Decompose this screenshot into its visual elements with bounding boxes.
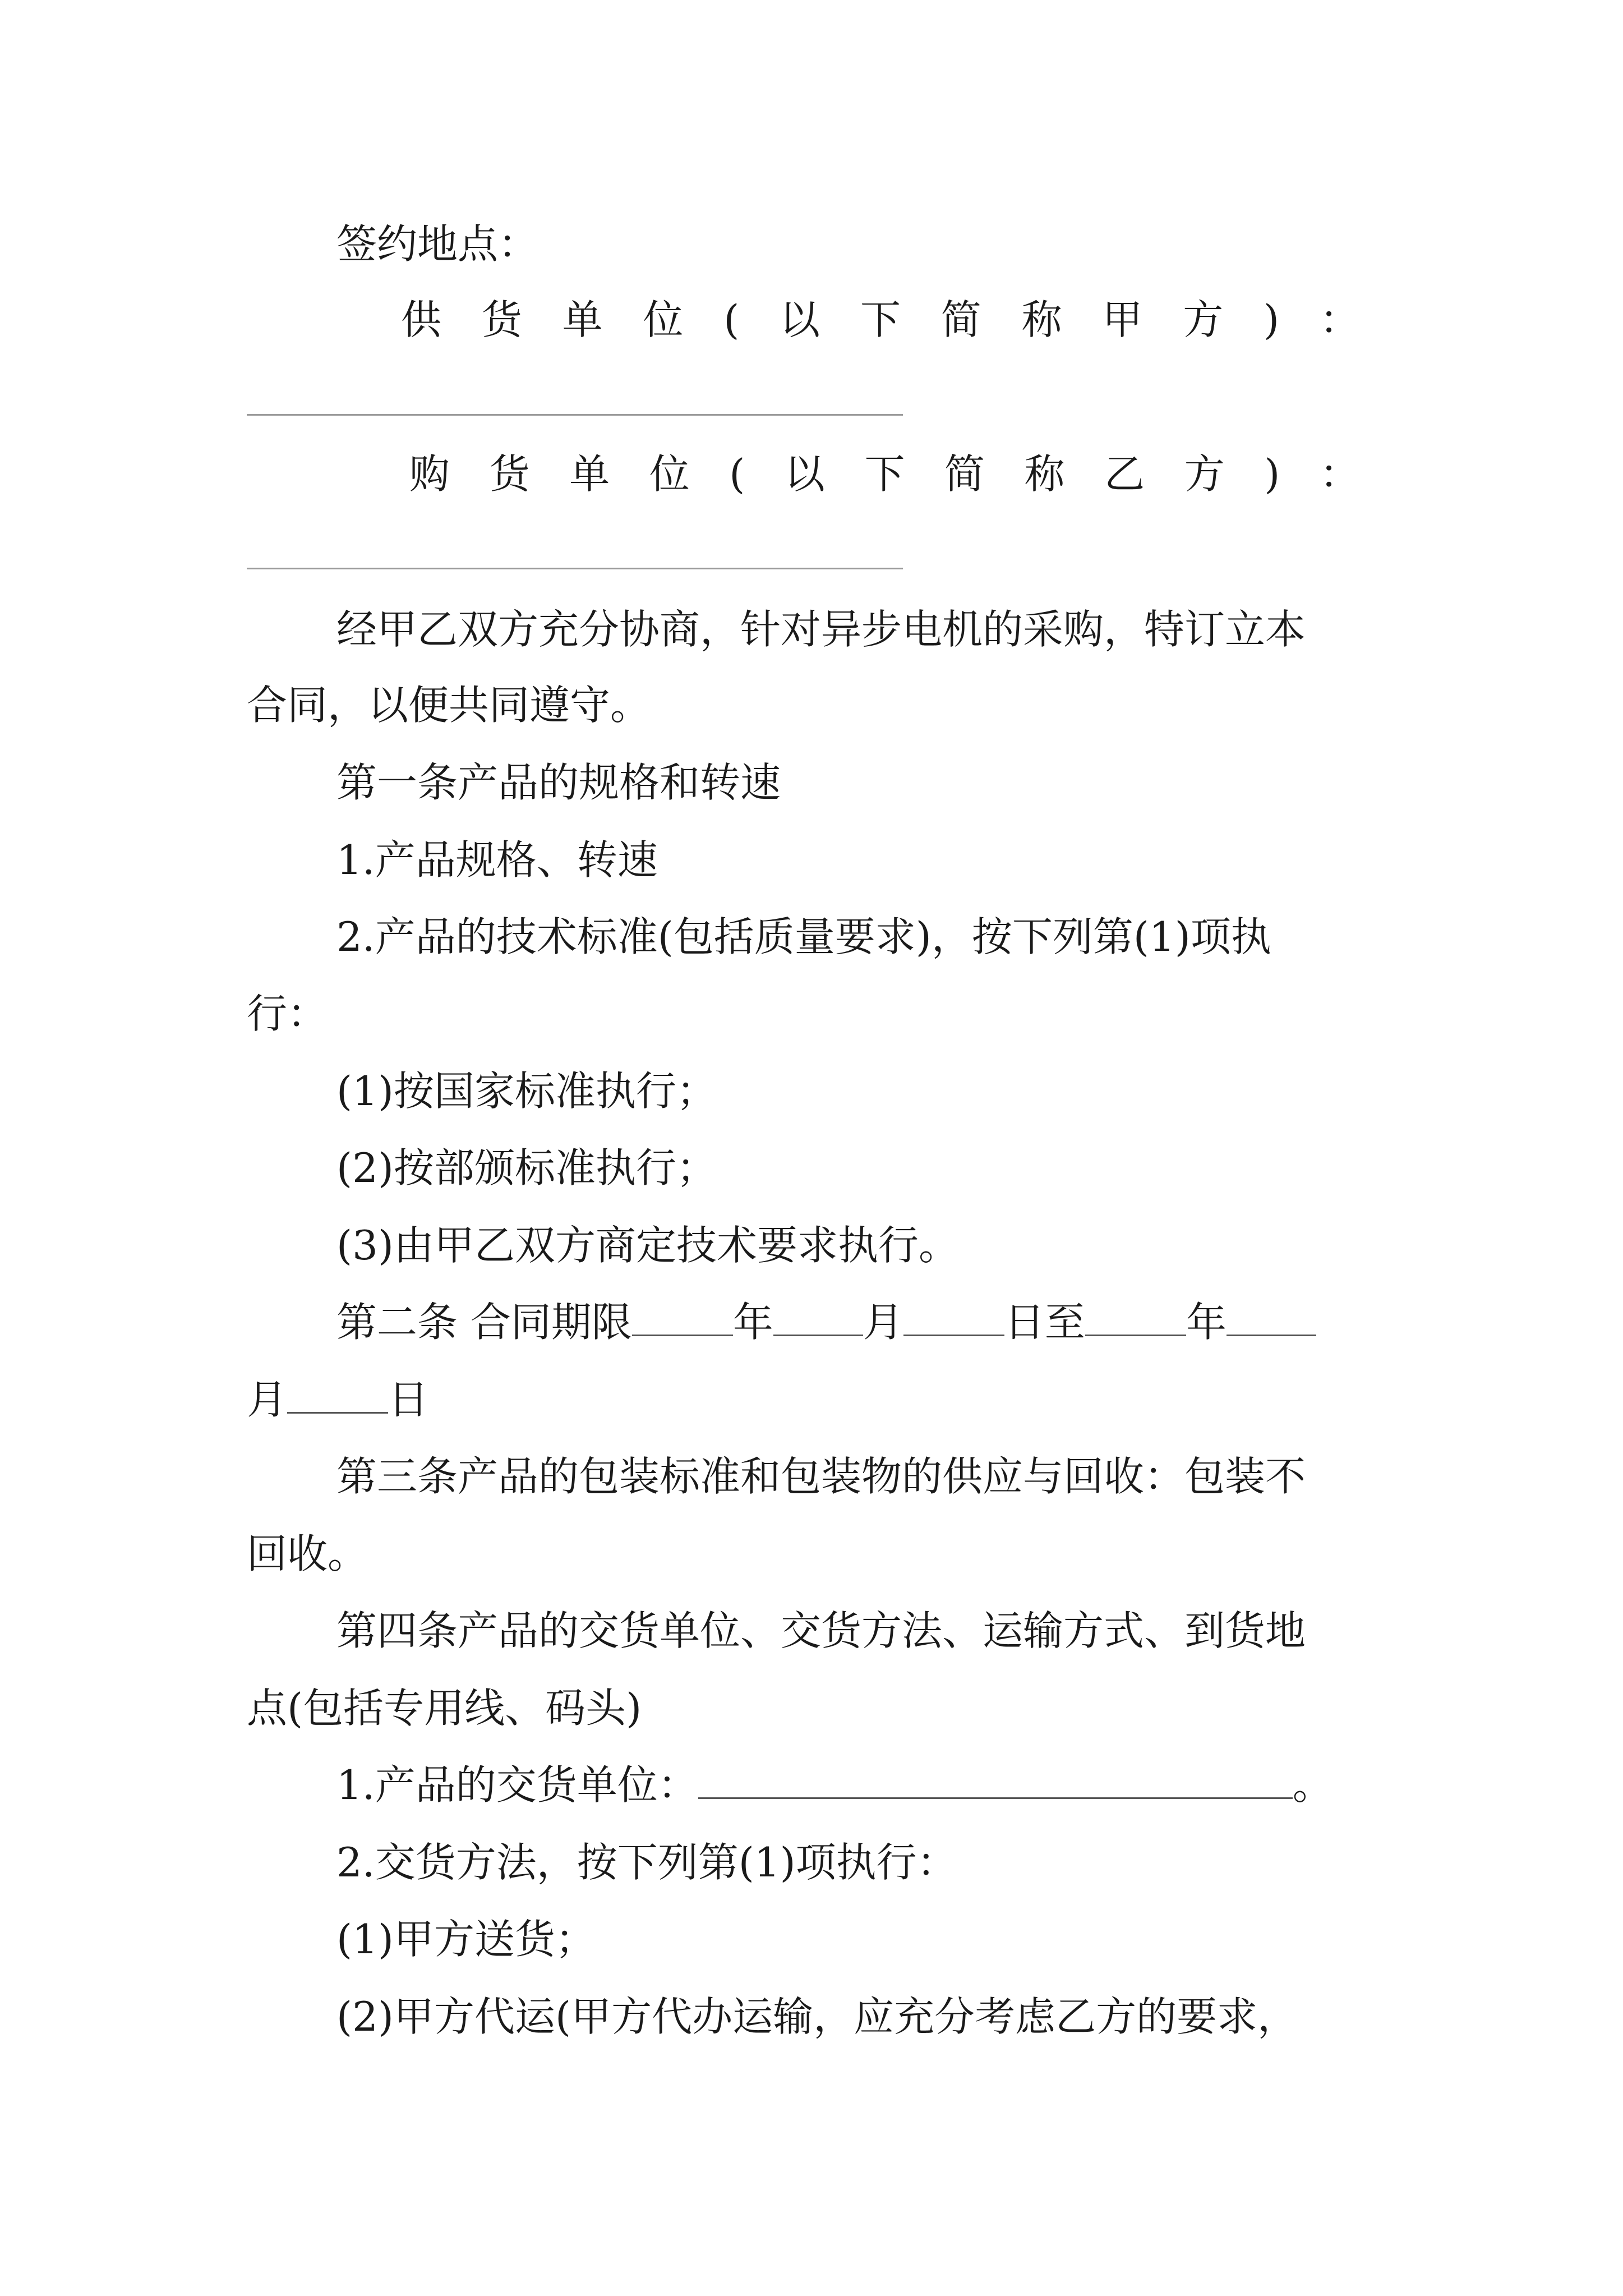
supplier-blank-line xyxy=(247,414,903,416)
day-blank xyxy=(903,1300,1004,1336)
sign-place: 签约地点： xyxy=(336,220,539,268)
year-blank xyxy=(632,1300,733,1336)
buyer-label-char: ) xyxy=(1264,450,1280,498)
article-4-item-1 xyxy=(336,1760,1391,1810)
buyer-label-char: 下 xyxy=(864,450,905,498)
buyer-label xyxy=(409,449,1360,499)
article-1-title: 第一条产品的规格和转速 xyxy=(336,759,781,806)
delivery-unit-blank xyxy=(698,1763,1293,1799)
article-1-option-1: (1)按国家标准执行； xyxy=(336,1068,717,1115)
year2-label: 年 xyxy=(1186,1299,1227,1346)
year-label: 年 xyxy=(732,1299,773,1346)
month-label: 月 xyxy=(863,1299,903,1346)
month2-blank xyxy=(1227,1300,1316,1336)
supplier-label-char: ( xyxy=(723,296,740,343)
supplier-label-char: 位 xyxy=(643,296,684,343)
day2-label: 日 xyxy=(388,1376,429,1423)
supplier-label-char: 供 xyxy=(401,296,442,343)
day2-blank xyxy=(287,1377,388,1414)
intro-line-2: 合同，以便共同遵守。 xyxy=(247,682,651,729)
supplier-label-char: 下 xyxy=(860,296,901,343)
article-2-line-2 xyxy=(247,1374,1391,1425)
buyer-label-char: 位 xyxy=(649,450,690,498)
article-2-line-1 xyxy=(336,1297,1391,1347)
supplier-label-char: 甲 xyxy=(1102,296,1143,343)
article-2-prefix: 第二条 合同期限 xyxy=(336,1299,632,1346)
intro-line-1: 经甲乙双方充分协商，针对异步电机的采购，特订立本 xyxy=(336,606,1306,653)
supplier-label xyxy=(401,295,1360,345)
supplier-label-char: 方 xyxy=(1183,296,1224,343)
buyer-label-char: 以 xyxy=(784,450,825,498)
buyer-label-char: 乙 xyxy=(1104,450,1145,498)
buyer-label-char: ： xyxy=(1319,450,1360,498)
buyer-label-char: 称 xyxy=(1024,450,1065,498)
article-1-item-2-line-2: 行： xyxy=(247,990,328,1037)
buyer-label-char: ( xyxy=(729,450,745,498)
month-blank xyxy=(773,1300,863,1336)
article-4-option-2: (2)甲方代运(甲方代办运输，应充分考虑乙方的要求， xyxy=(336,1993,1298,2040)
buyer-label-char: 方 xyxy=(1184,450,1225,498)
buyer-blank-line xyxy=(247,568,903,569)
buyer-label-char: 货 xyxy=(489,450,530,498)
month2-label: 月 xyxy=(247,1376,288,1423)
delivery-unit-label: 1.产品的交货单位： xyxy=(336,1761,698,1809)
article-1-item-1: 1.产品规格、转速 xyxy=(336,836,658,884)
day-to-label: 日至 xyxy=(1004,1299,1085,1346)
supplier-label-char: ： xyxy=(1319,296,1360,343)
supplier-label-char: 称 xyxy=(1021,296,1062,343)
article-4-option-1: (1)甲方送货； xyxy=(336,1916,596,1963)
article-1-option-2: (2)按部颁标准执行； xyxy=(336,1144,717,1191)
buyer-label-char: 简 xyxy=(944,450,985,498)
article-3-line-2: 回收。 xyxy=(247,1530,368,1577)
article-4-line-1: 第四条产品的交货单位、交货方法、运输方式、到货地 xyxy=(336,1607,1306,1654)
delivery-unit-end: 。 xyxy=(1292,1761,1333,1809)
supplier-label-char: ) xyxy=(1264,296,1280,343)
year2-blank xyxy=(1085,1300,1186,1336)
buyer-label-char: 购 xyxy=(409,450,450,498)
supplier-label-char: 货 xyxy=(481,296,522,343)
article-1-item-2-line-1: 2.产品的技术标准(包括质量要求)，按下列第(1)项执 xyxy=(336,913,1271,960)
article-4-line-2: 点(包括专用线、码头) xyxy=(247,1685,642,1732)
buyer-label-char: 单 xyxy=(569,450,610,498)
supplier-label-char: 简 xyxy=(940,296,981,343)
article-1-option-3: (3)由甲乙双方商定技术要求执行。 xyxy=(336,1222,959,1269)
supplier-label-char: 单 xyxy=(562,296,603,343)
supplier-label-char: 以 xyxy=(780,296,820,343)
article-3-line-1: 第三条产品的包装标准和包装物的供应与回收：包装不 xyxy=(336,1453,1306,1500)
article-4-item-2: 2.交货方法，按下列第(1)项执行： xyxy=(336,1839,957,1886)
